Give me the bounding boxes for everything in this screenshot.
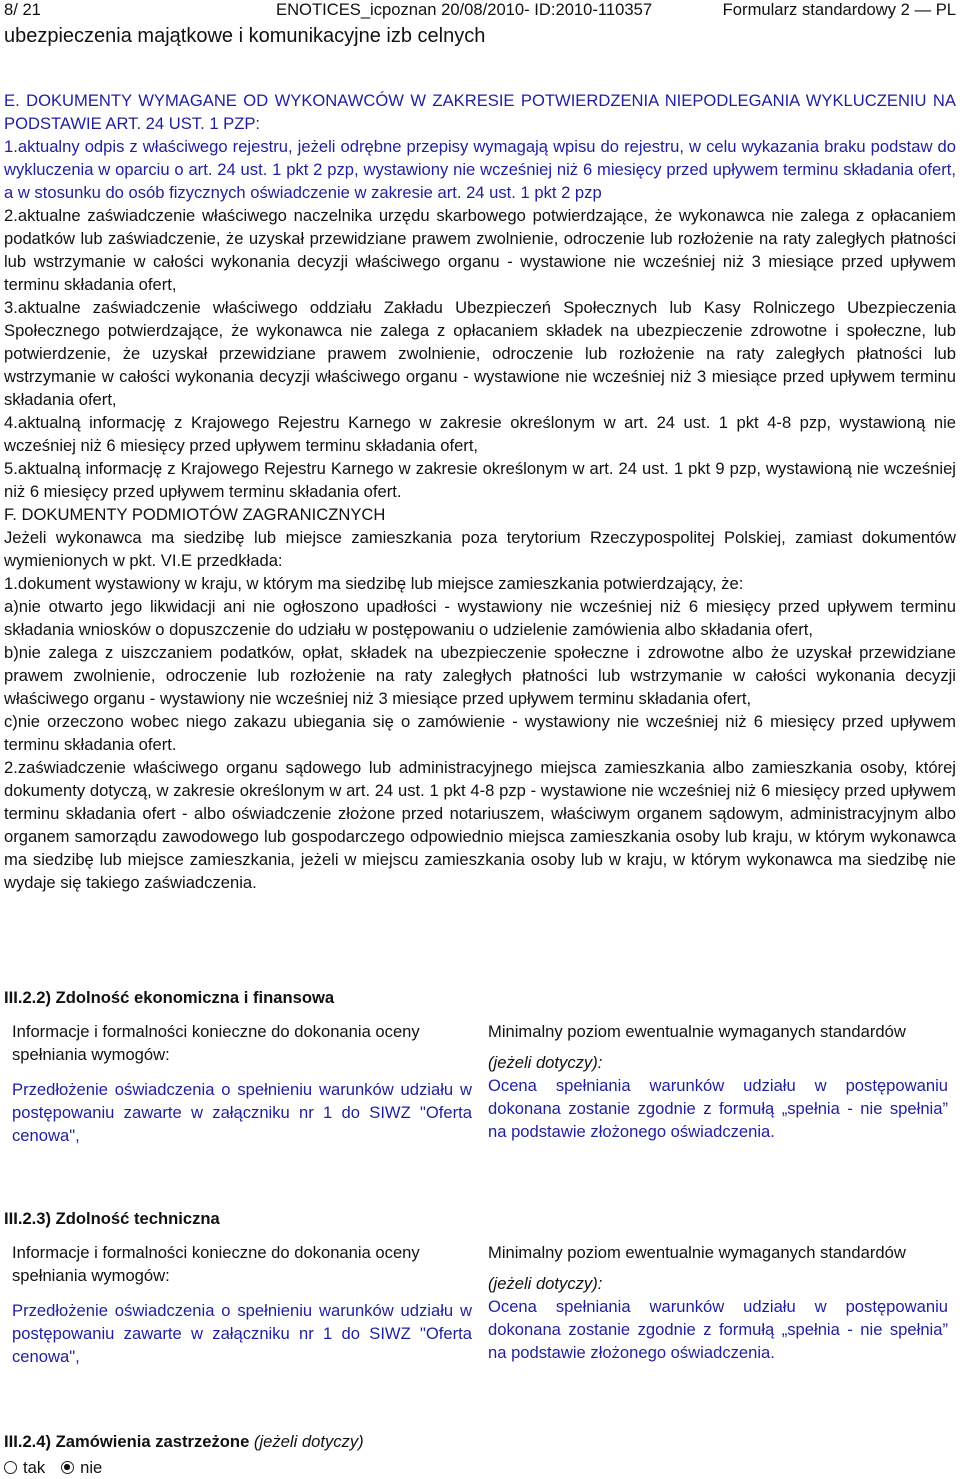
radio-yes-circle[interactable] <box>4 1461 17 1474</box>
reserved-contracts-radio-group <box>4 1456 102 1479</box>
section-iii-2-2-title: III.2.2) Zdolność ekonomiczna i finansowa <box>4 988 335 1007</box>
section-iii-2-4-title-text: III.2.4) Zamówienia zastrzeżone <box>4 1432 250 1451</box>
section-iii-2-4-hint: (jeżeli dotyczy) <box>253 1432 364 1451</box>
section-iii-2-2-box <box>0 1020 960 1190</box>
section-f-item-c: c)nie orzeczono wobec niego zakazu ubiegania się o zamówienie - wystawiony nie wcześniej niż 6 miesięcy przed upływem terminu składania ofert. <box>4 712 956 754</box>
standards-hint: (jeżeli dotyczy): <box>488 1274 603 1293</box>
standards-value: Ocena spełniania warunków udziału w postępowaniu dokonana zostanie zgodnie z formułą „spełnia - nie spełnia” na podstawie złożonego oświadczenia. <box>488 1297 948 1362</box>
requirements-column <box>12 1241 472 1368</box>
standards-column <box>488 1241 948 1364</box>
requirements-label: Informacje i formalności konieczne do dokonania oceny spełniania wymogów: <box>12 1243 420 1285</box>
section-iii-2-3-box <box>0 1241 960 1411</box>
requirements-column <box>12 1020 472 1147</box>
form-name: Formularz standardowy 2 — PL <box>722 0 956 19</box>
section-f-item-2: 2.zaświadczenie właściwego organu sądowego lub administracyjnego miejsca zamieszkania albo zamieszkania osoby, której dokumenty dotyczą, w zakresie określonym w art. 24 ust. 1 pkt 4-8 pzp - wystawione nie wcześniej niż 6 miesięcy przed upływem terminu składania ofert - albo oświadczenie złożone przed notariuszem, właściwym organem sądowym, administracyjnym albo organem samorządu zawodowego lub gospodarczego odpowiednio miejsca zamieszkania osoby lub kraju, w którym wykonawca ma siedzibę lub miejsce zamieszkania, jeżeli w miejscu zamieszkania osoby lub w kraju, w którym wykonawca ma siedzibę nie wydaje się takiego zaświadczenia. <box>4 758 956 892</box>
requirements-value: Przedłożenie oświadczenia o spełnieniu warunków udziału w postępowaniu zawarte w załączniku nr 1 do SIWZ "Oferta cenowa", <box>12 1080 472 1145</box>
standards-label: Minimalny poziom ewentualnie wymaganych standardów <box>488 1243 906 1262</box>
page-number: 8/ 21 <box>4 0 41 19</box>
section-e-item-4: 4.aktualną informację z Krajowego Rejestru Karnego w zakresie określonym w art. 24 ust. 1 pkt 4-8 pzp, wystawioną nie wcześniej niż 6 miesięcy przed upływem terminu składania ofert, <box>4 413 956 455</box>
radio-option-no[interactable] <box>61 1456 102 1479</box>
section-e-item-1: 1.aktualny odpis z właściwego rejestru, jeżeli odrębne przepisy wymagają wpisu do rejestru, w celu wykazania braku podstaw do wykluczenia w oparciu o art. 24 ust. 1 pkt 2 pzp, wystawiony nie wcześniej niż 6 miesięcy przed upływem terminu składania ofert, a w stosunku do osób fizycznych oświadczenie w zakresie art. 24 ust. 1 pkt 2 pzp <box>4 137 956 202</box>
page-header <box>4 0 956 21</box>
document-body <box>4 89 956 894</box>
section-f-intro: Jeżeli wykonawca ma siedzibę lub miejsce zamieszkania poza terytorium Rzeczypospolitej Polskiej, zamiast dokumentów wymienionych w pkt. VI.E przedkłada: <box>4 528 956 570</box>
section-iii-2-3-title: III.2.3) Zdolność techniczna <box>4 1209 220 1228</box>
section-e-heading: E. DOKUMENTY WYMAGANE OD WYKONAWCÓW W ZAKRESIE POTWIERDZENIA NIEPODLEGANIA WYKLUCZENIU NA PODSTAWIE ART. 24 UST. 1 PZP: <box>4 91 956 133</box>
section-iii-2-4-title <box>4 1430 364 1453</box>
section-f-item-a: a)nie otwarto jego likwidacji ani nie ogłoszono upadłości - wystawiony nie wcześniej niż 6 miesięcy przed upływem terminu składania wniosków o dopuszczenie do udziału w postępowaniu o udzielenie zamówienia albo składania ofert, <box>4 597 956 639</box>
document-subtitle: ubezpieczenia majątkowe i komunikacyjne izb celnych <box>4 25 486 47</box>
radio-no-circle[interactable] <box>61 1461 74 1474</box>
section-e-item-5: 5.aktualną informację z Krajowego Rejestru Karnego w zakresie określonym w art. 24 ust. 1 pkt 9 pzp, wystawioną nie wcześniej niż 6 miesięcy przed upływem terminu składania ofert. <box>4 459 956 501</box>
section-e-item-2: 2.aktualne zaświadczenie właściwego naczelnika urzędu skarbowego potwierdzające, że wykonawca nie zalega z opłacaniem podatków lub zaświadczenie, że uzyskał przewidziane prawem zwolnienie, odroczenie lub rozłożenie na raty zaległych płatności lub wstrzymanie w całości wykonania decyzji właściwego organu - wystawione nie wcześniej niż 3 miesiące przed upływem terminu składania ofert, <box>4 206 956 294</box>
section-f-heading: F. DOKUMENTY PODMIOTÓW ZAGRANICZNYCH <box>4 505 386 524</box>
document-id: ENOTICES_icpoznan 20/08/2010- ID:2010-110357 <box>276 0 653 19</box>
standards-label: Minimalny poziom ewentualnie wymaganych standardów <box>488 1022 906 1041</box>
section-e-item-3: 3.aktualne zaświadczenie właściwego oddziału Zakładu Ubezpieczeń Społecznych lub Kasy Rolniczego Ubezpieczenia Społecznego potwierdzające, że wykonawca nie zalega z opłacaniem składek na ubezpieczenie zdrowotne i społeczne, lub potwierdzenie, że uzyskał przewidziane prawem zwolnienie, odroczenie lub rozłożenie na raty zaległych płatności lub wstrzymanie w całości wykonania decyzji właściwego organu - wystawione nie wcześniej niż 3 miesiące przed upływem terminu składania ofert, <box>4 298 956 409</box>
radio-yes-label: tak <box>23 1458 46 1477</box>
requirements-label: Informacje i formalności konieczne do dokonania oceny spełniania wymogów: <box>12 1022 420 1064</box>
section-f-item-b: b)nie zalega z uiszczaniem podatków, opłat, składek na ubezpieczenie społeczne i zdrowotne albo że uzyskał przewidziane prawem zwolnienie, odroczenie lub rozłożenie na raty zaległych płatności lub wstrzymanie w całości wykonania decyzji właściwego organu - wystawiony nie wcześniej niż 3 miesiące przed upływem terminu składania ofert, <box>4 643 956 708</box>
radio-no-label: nie <box>80 1458 103 1477</box>
standards-column <box>488 1020 948 1143</box>
section-f-item-1: 1.dokument wystawiony w kraju, w którym ma siedzibę lub miejsce zamieszkania potwierdzający, że: <box>4 574 744 593</box>
requirements-value: Przedłożenie oświadczenia o spełnieniu warunków udziału w postępowaniu zawarte w załączniku nr 1 do SIWZ "Oferta cenowa", <box>12 1301 472 1366</box>
standards-hint: (jeżeli dotyczy): <box>488 1053 603 1072</box>
radio-option-yes[interactable] <box>4 1456 45 1479</box>
standards-value: Ocena spełniania warunków udziału w postępowaniu dokonana zostanie zgodnie z formułą „spełnia - nie spełnia” na podstawie złożonego oświadczenia. <box>488 1076 948 1141</box>
